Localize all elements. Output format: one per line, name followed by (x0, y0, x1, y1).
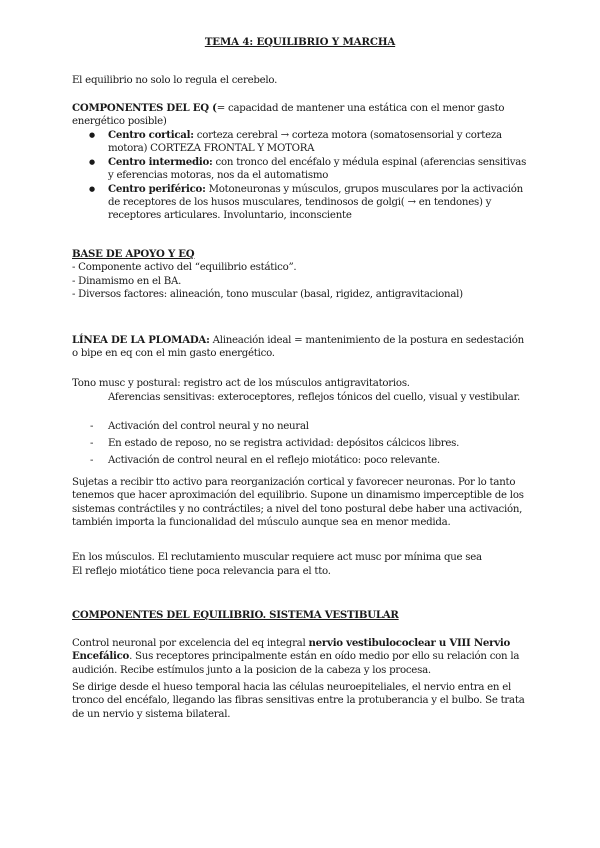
tono-line: Tono musc y postural: registro act de los músculos antigravitatorios. (72, 378, 410, 389)
intro-text: El equilibrio no solo lo regula el cerebelo. (72, 75, 278, 86)
list-item: - Dinamismo en el BA. (72, 275, 182, 287)
nervio-vestibulococlear: nervio vestibulococlear u VIII Nervio Encefálico (72, 637, 511, 663)
vestibular-heading: COMPONENTES DEL EQUILIBRIO. SISTEMA VESTIBULAR (72, 609, 399, 621)
componentes-list (72, 129, 532, 223)
list-item: - En estado de reposo, no se registra actividad: depósitos cálcicos libres. (72, 437, 532, 450)
vestibular-paragraph-2: Se dirige desde el hueso temporal hacia las células neuroepiteliales, el nervio entra en el tronco del encéfalo, llegando las fibras sensitivas entre la protuberancia y el bulbo. Se trata de un nervio y sistema bilateral. (72, 682, 525, 720)
componentes-paragraph (72, 102, 532, 129)
list-item: - Componente activo del “equilibrio estático”. (72, 262, 297, 274)
sujetas-paragraph: Sujetas a recibir tto activo para reorganización cortical y favorecer neuronas. Por lo tanto tenemos que hacer aproximación del equilibrio. Supone un dinamismo imperceptible de los sistemas contráctiles y no contráctiles; a nivel del tono postural debe haber una activación, también importa la funcionalidad del músculo aunque sea en menor medida. (72, 477, 524, 529)
list-item: - Activación de control neural en el reflejo miotático: poco relevante. (72, 454, 532, 467)
aferencias-line: Aferencias sensitivas: exteroceptores, reflejos tónicos del cuello, visual y vestibular. (108, 392, 520, 403)
activacion-list (72, 420, 532, 470)
componentes-definition: = capacidad de mantener una estática con el menor gasto energético posible) (72, 103, 505, 128)
list-item: ● Centro periférico: Motoneuronas y músculos, grupos musculares por la activación de receptores de los husos musculares, tendinosos de golgi( → en tendones) y receptores articulares. Involuntario, inconsciente (72, 183, 532, 223)
musculos-line: En los músculos. El reclutamiento muscular requiere act musc por mínima que sea (72, 552, 482, 563)
componentes-heading: COMPONENTES DEL EQ ( (72, 102, 217, 114)
list-item: - Activación del control neural y no neural (72, 420, 532, 433)
list-item: ● Centro intermedio: con tronco del encéfalo y médula espinal (aferencias sensitivas y eferencias motoras, nos da el automatismo (72, 156, 532, 183)
list-item: - Diversos factores: alineación, tono muscular (basal, rigidez, antigravitacional) (72, 289, 463, 301)
page-title: TEMA 4: EQUILIBRIO Y MARCHA (204, 36, 396, 48)
reflejo-line: El reflejo miotático tiene poca relevancia para el tto. (72, 566, 331, 577)
base-apoyo-section (72, 248, 532, 302)
linea-plomada-paragraph: LÍNEA DE LA PLOMADA: Alineación ideal = mantenimiento de la postura en sedestación o bipe en eq con el min gasto energético. (72, 334, 524, 360)
base-apoyo-heading: BASE DE APOYO Y EQ (72, 248, 195, 260)
vestibular-paragraph: Control neuronal por excelencia del eq integral nervio vestibulococlear u VIII Nervio Encefálico. Sus receptores principalmente están en oído medio por ello su relación con la audición. Recibe estímulos junto a la posicion de la cabeza y los procesa. (72, 637, 520, 676)
linea-plomada-label: LÍNEA DE LA PLOMADA: (72, 334, 210, 346)
list-item: ● Centro cortical: corteza cerebral → corteza motora (somatosensorial y corteza motora) CORTEZA FRONTAL Y MOTORA (72, 129, 532, 156)
